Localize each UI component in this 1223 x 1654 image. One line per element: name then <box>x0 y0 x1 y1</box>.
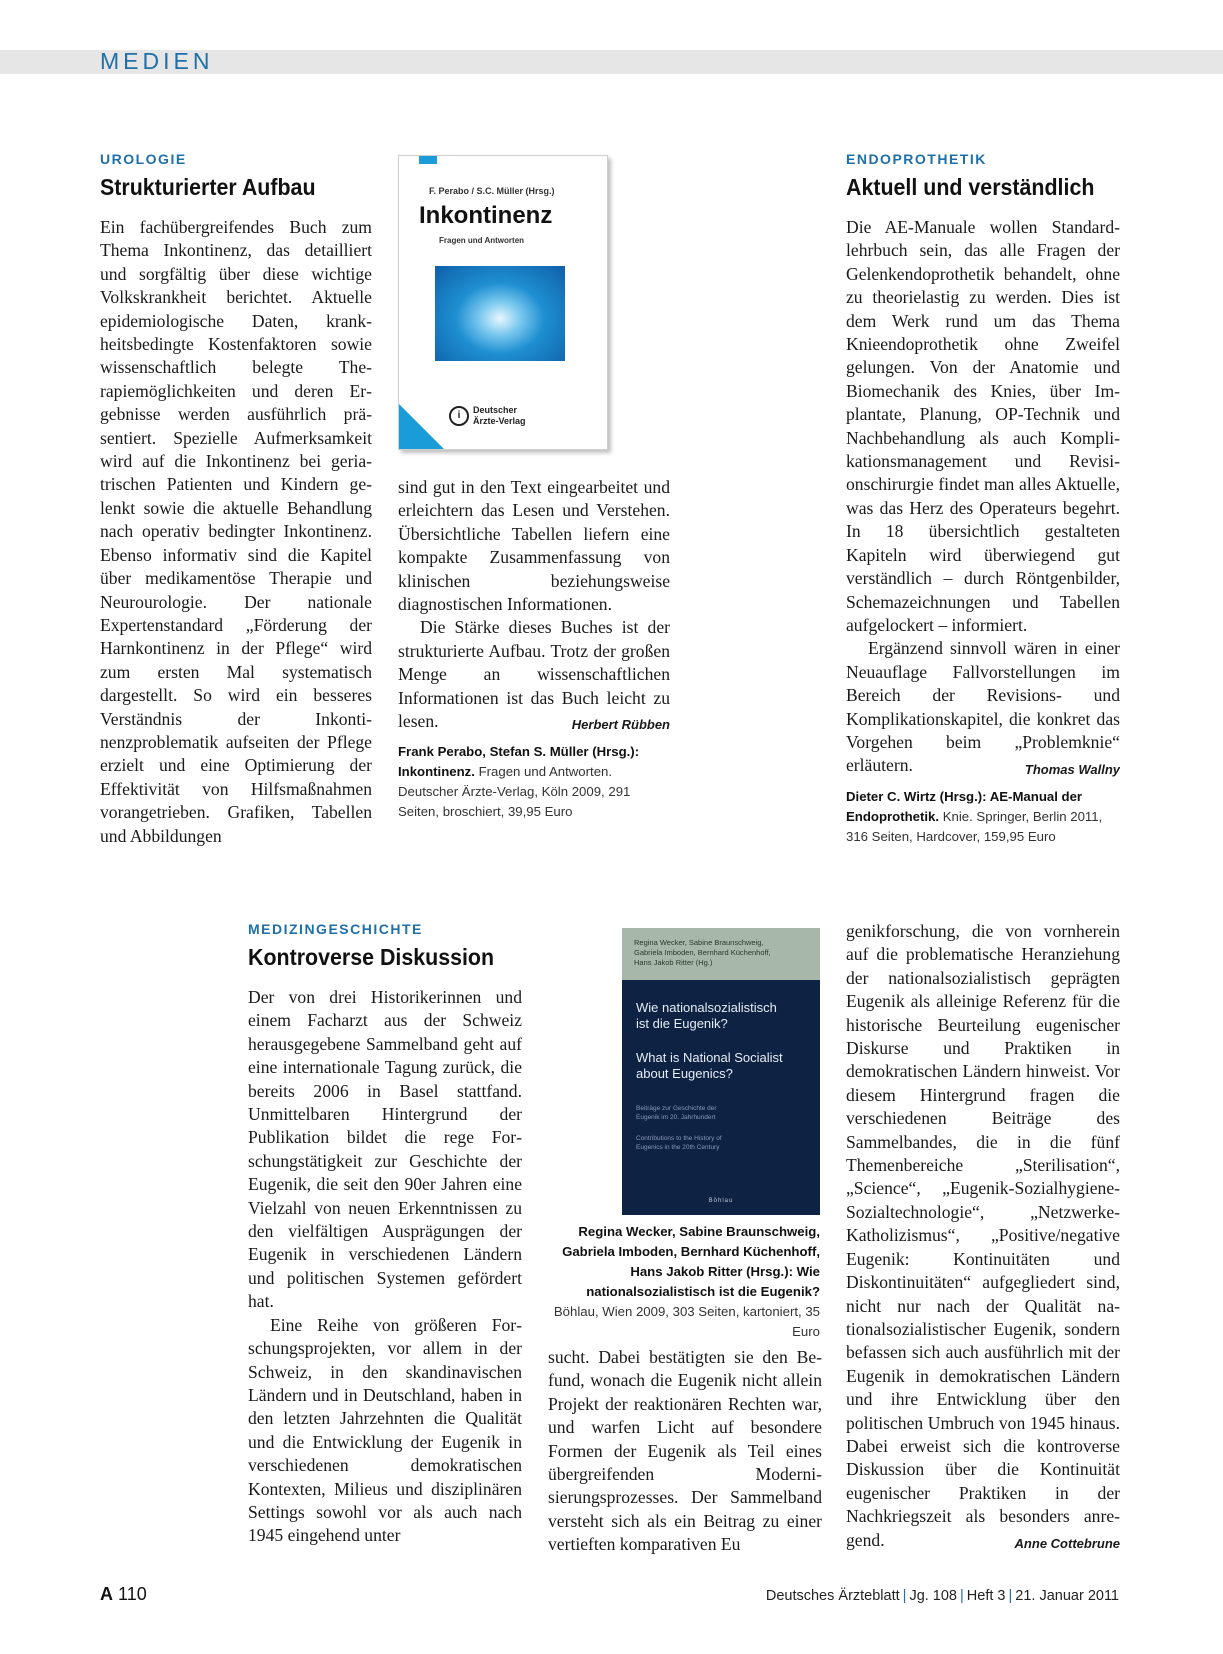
cover-stripe <box>419 156 437 164</box>
biblio-details: Böhlau, Wien 2009, 303 Seiten, kartoniert, 35 Euro <box>553 1304 820 1339</box>
page-prefix: A <box>100 1584 113 1604</box>
paragraph: Die AE-Manuale wollen Standardlehrbuch sein, das alle Fragen der Gelenkendoprothetik behandelt, ohne zu theorielastig zu werden. Dies ist dem Werk rund um das Thema Knieendoprothetik ohne Zweifel gelungen. Von der Anatomie und Biomechanik des Knies, über Implantate, Planung, OP-Technik und Nachbehandlung als auch Komplikationsmanagement und Revisionschirurgie findet man alles Aktuelle, was das Herz des Operateurs begehrt. In 18 übersichtlich gestalteten Kapiteln wird überwiegend gut verständlich – durch Röntgenbilder, Schemazeichnungen und Tabellen aufgelockert – informiert. <box>846 217 1120 635</box>
footer-publication <box>766 1588 1119 1604</box>
body-text: Ein fachübergreifendes Buch zum Thema Inkontinenz, das detailliert und sorgfältig über diese wichtige Volkskrankheit berichtet. Aktuelle epidemiologische Daten, krankheitsbedingte Kostenfaktoren sowie wissenschaftlich belegte Therapiemöglichkeiten und deren Ergebnisse werden ausführlich präsentiert. Spezielle Aufmerksamkeit wird auf die Inkontinenz bei geriatrischen Patienten und Kindern gelenkt sowie die aktuelle Behandlung nach operativ bedingter Inkontinenz. Ebenso informativ sind die Kapitel über medikamentöse Therapie und Neurourologie. Der nationale Expertenstandard „Förderung der Harnkontinenz in der Pflege“ wird zum ersten Mal systematisch dargestellt. So wird ein besseres Verständnis der Inkontinenzproblematik aufseiten der Pflege erzielt und eine Optimierung der Effektivität von Hilfsmaßnahmen vorangetrieben. Grafiken, Tabellen und Abbildungen <box>100 217 372 846</box>
cover-subtitle: Fragen und Antworten <box>439 236 525 245</box>
article-urologie-col2 <box>398 476 670 822</box>
kicker: MEDIZINGESCHICHTE <box>248 921 423 937</box>
journal-name: Deutsches Ärzteblatt <box>765 1588 900 1604</box>
article-medizingeschichte-col2 <box>548 1346 822 1557</box>
paragraph: Ergänzend sinnvoll wären in einer Neuauflage Fallvorstellungen im Bereich der Revisions- und Komplikationskapitel, die konkret das Vorgehen beim „Problemknie“ erläutern. <box>846 638 1120 776</box>
separator: | <box>902 1588 907 1604</box>
headline: Aktuell und verständlich <box>846 174 1095 200</box>
paragraph: Der von drei Historikerinnen und einem Facharzt aus der Schweiz herausgegebene Sammelband geht auf eine internationale Tagung zurück, die bereits 2006 in Basel stattfand. Unmittelbaren Hintergrund der Publikation bildet die rege Forschungstätigkeit zur Geschichte der Eugenik, die seit den 90er Jahren eine Vielzahl von neuen Erkenntnissen zu den vielfältigen Ausprägungen der Eugenik in verschiedenen Ländern und politischen Systemen gefördert hat. <box>248 987 522 1312</box>
cover-subtitle-en: Contributions to the History of Eugenics in the 20th Century <box>636 1135 722 1151</box>
cover-title: Inkontinenz <box>419 202 553 229</box>
biblio-title: Frank Perabo, Stefan S. Müller (Hrsg.): Inkontinenz. <box>398 744 640 780</box>
biblio-title: Dieter C. Wirtz (Hrsg.): AE-Manual der Endoprothetik. <box>846 788 1083 824</box>
cover-subtitle-de: Beiträge zur Geschichte der Eugenik im 20. Jahrhundert <box>636 1105 717 1121</box>
book-cover-eugenik <box>622 928 820 1215</box>
cover-publisher: Böhlau <box>708 1198 734 1204</box>
headline: Strukturierter Aufbau <box>100 174 316 200</box>
bibliography <box>548 1222 820 1342</box>
biblio-details: Knie. Springer, Berlin 2011, 316 Seiten, Hardcover, 159,95 Euro <box>846 808 1103 844</box>
paragraph: Eine Reihe von größeren Forschungsprojekten, vor allem in der Schweiz, in den skandinavischen Ländern und in Deutschland, haben in den letzten Jahrzehnten die Qualität und die Entwicklung der Eugenik in verschiedenen demokratischen Kontexten, Milieus und disziplinären Settings sowohl vor als auch nach 1945 eingehend unter <box>248 1314 522 1546</box>
volume: Jg. 108 <box>909 1588 958 1604</box>
paragraph: sind gut in den Text eingearbeitet und erleichtern das Lesen und Verstehen. Übersichtliche Tabellen liefern eine kompakte Zusammenfassung von klinischen beziehungsweise diagnostischen Informationen. <box>398 477 670 615</box>
separator: | <box>1008 1588 1013 1604</box>
kicker: UROLOGIE <box>100 151 187 167</box>
body-text: sucht. Dabei bestätigten sie den Befund, wonach die Eugenik nicht allein Projekt der reaktionären Rechten war, und warfen Licht auf besondere Formen der Eugenik als Teil eines übergreifenden Modernisierungsprozesses. Der Sammelband versteht sich als ein Beitrag zu einer vertieften komparativen Eu <box>548 1347 822 1555</box>
author: Thomas Wallny <box>1024 761 1120 777</box>
cover-editors: Regina Wecker, Sabine Braunschweig, Gabriela Imboden, Bernhard Küchenhoff, Hans Jakob Ritter (Hg.) <box>634 938 771 967</box>
cover-title-de: Wie nationalsozialistisch ist die Eugenik? <box>636 1000 777 1031</box>
author: Herbert Rübben <box>571 717 670 733</box>
body-text <box>248 986 522 1548</box>
body-text: genikforschung, die von vornherein auf die problematische Heranziehung der nationalsozialistisch geprägten Eugenik als alleinige Referenz für die historische Beurteilung eugenischer Diskurse und Praktiken in demokratischen Ländern hinweist. Vor diesem Hintergrund fragen die verschiedenen Beiträge des Sammelbandes, die in die fünf Themenbereiche „Sterilisation“, „Science“, „Eugenik-Sozialhygiene-Sozialtechnologie“, „Netzwerke-Katholizismus“, „Positive/negative Eugenik: Kontinuitäten und Diskontinuitäten“ aufgegliedert sind, nicht nur nach der Qualität nationalsozialistischer Eugenik, sondern befassen sich auch ausführlich mit der Eugenik in demokratischen Ländern und ihre Entwicklung über den politischen Umbruch von 1945 hinaus. Dabei erweist sich die kontroverse Diskussion über die Kontinuität eugenischer Praktiken in der Nachkriegszeit als besonders anregend. <box>846 921 1120 1550</box>
author: Anne Cottebrune <box>1014 1535 1120 1551</box>
page-number-value: 110 <box>118 1584 147 1604</box>
article-urologie-col1 <box>100 150 372 848</box>
body-text <box>846 216 1120 778</box>
biblio-details: Fragen und Antworten. Deutscher Ärzte-Verlag, Köln 2009, 291 Seiten, broschiert, 39,95 Euro <box>398 764 631 820</box>
section-title: MEDIEN <box>100 48 214 74</box>
publisher-logo-icon: i <box>449 406 469 426</box>
article-medizingeschichte-col1 <box>248 920 522 1548</box>
article-endoprothetik <box>846 150 1120 847</box>
paragraph: Die Stärke dieses Buches ist der strukturierte Aufbau. Trotz der großen Menge an wissenschaftlichen Informationen ist das Buch leicht zu lesen. <box>398 617 670 732</box>
cover-title-en: What is National Socialist about Eugenics? <box>636 1050 783 1081</box>
kicker: ENDOPROTHETIK <box>846 151 987 167</box>
book-cover-inkontinenz <box>398 155 608 450</box>
body-text <box>398 476 670 733</box>
cover-corner <box>399 404 444 449</box>
article-medizingeschichte-caption <box>548 1222 820 1342</box>
article-medizingeschichte-col3 <box>846 920 1120 1551</box>
water-drop-image <box>435 266 565 361</box>
cover-publisher: Deutscher Ärzte-Verlag <box>473 405 526 426</box>
headline: Kontroverse Diskussion <box>248 944 495 970</box>
date: 21. Januar 2011 <box>1015 1588 1119 1604</box>
cover-editors: F. Perabo / S.C. Müller (Hrsg.) <box>429 186 555 196</box>
issue: Heft 3 <box>966 1588 1006 1604</box>
bibliography <box>398 742 670 822</box>
separator: | <box>960 1588 964 1604</box>
page-number <box>100 1584 147 1605</box>
bibliography <box>846 787 1120 847</box>
biblio-title: Regina Wecker, Sabine Braunschweig, Gabriela Imboden, Bernhard Küchenhoff, Hans Jakob Ritter (Hrsg.): Wie nationalsozialistisch ist die Eugenik? <box>562 1224 820 1299</box>
